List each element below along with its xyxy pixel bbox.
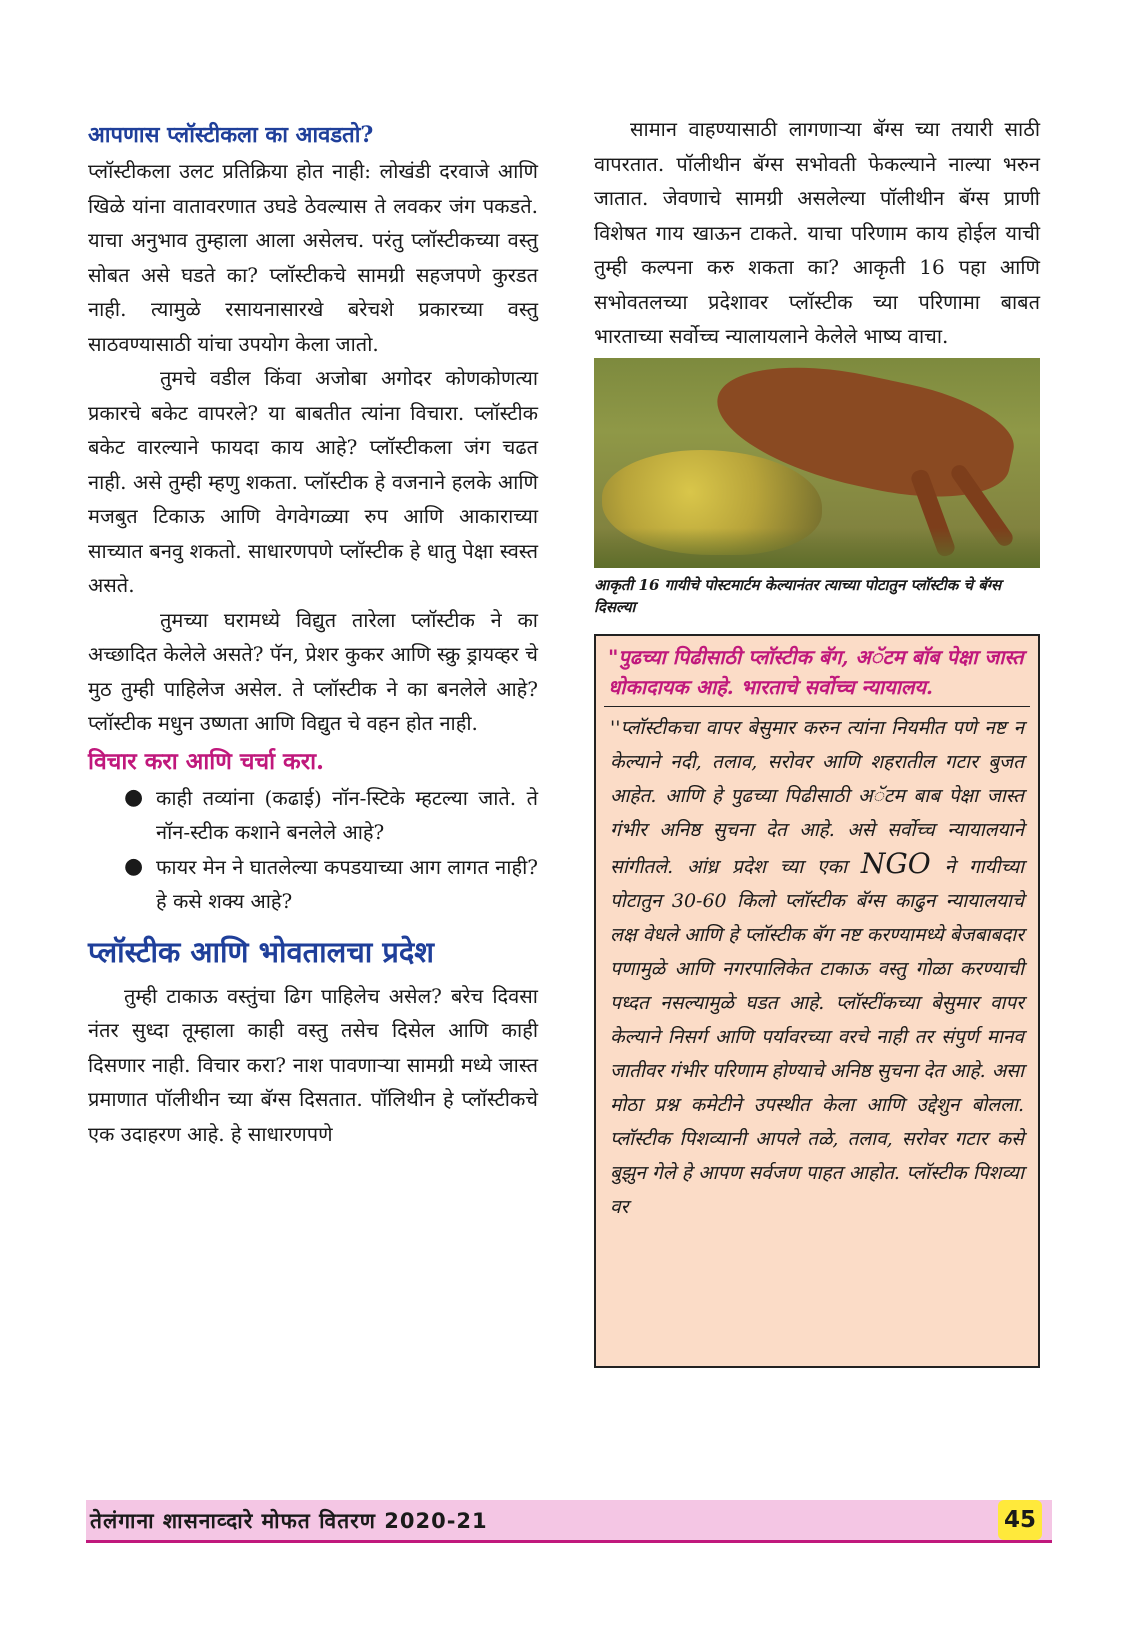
grass-ground	[594, 528, 1040, 568]
paragraph-waste-heap: तुम्ही टाकाऊ वस्तुंचा ढिग पाहिलेच असेल? बरेच दिवसा नंतर सुध्दा तूम्हाला काही वस्तु तसेच दिसेल आणि काही दिसणार नाही. विचार करा? नाश पावणाऱ्या सामग्री मध्ये जास्त प्रमाणात पॉलीथीन च्या बॅग्स दिसतात. पॉलिथीन हे प्लॉस्टीकचे एक उदाहरण आहे. हे साधारणपणे	[88, 983, 538, 1146]
list-item	[124, 850, 538, 919]
heading-think-discuss: विचार करा आणि चर्चा करा.	[88, 747, 325, 775]
footer-text: तेलंगाना शासनाव्दारे मोफत वितरण 2020-21	[90, 1509, 488, 1533]
paragraph-buckets: तुमचे वडील किंवा अजोबा अगोदर कोणकोणत्या प्रकारचे बकेट वापरले? या बाबतीत त्यांना विचारा. प्लॉस्टीक बकेट वारल्याने फायदा काय आहे? प्लॉस्टीकला जंग चढत नाही. असे तुम्ही म्हणु शकता. प्लॉस्टीक हे वजनाने हलके आणि मजबुत टिकाऊ आणि वेगवेगळ्या रुप आणि आकाराच्या साच्यात बनवु शकतो. साधारणपणे प्लॉस्टीक हे धातु पेक्षा स्वस्त असते.	[88, 366, 538, 597]
figure-16-photo	[594, 358, 1040, 568]
paragraph-polythene-bags: सामान वाहण्यासाठी लागणाऱ्या बॅग्स च्या तयारी साठी वापरतात. पॉलीथीन बॅग्स सभोवती फेकल्याने नाल्या भरुन जातात. जेवणाचे सामग्री असलेल्या पॉलीथीन बॅग्स प्राणी विशेषत गाय खाऊन टाकते. याचा परिणाम काय होईल याची तुम्ही कल्पना करु शकता का? आकृती 16 पहा आणि सभोवतलच्या प्रदेशावर प्लॉस्टीक च्या परिणामा बाबत भारताच्या सर्वोच्च न्यालायलाने केलेले भाष्य वाचा.	[594, 117, 1040, 348]
heading-why-like-plastic: आपणास प्लॉस्टीकला का आवडतो?	[88, 122, 374, 148]
quote-title: "पुढच्या पिढीसाठी प्लॉस्टीक बॅग, अॅटम बॉब पेक्षा जास्त धोकादायक आहे. भारताचे सर्वोच्च न्यायालय.	[604, 642, 1030, 707]
quote-text-part2: ने गायीच्या पोटातुन 30-60 किलो प्लॉस्टीक बॅग्स काढुन न्यायालयाचे लक्ष वेधले आणि हे प्लॉस्टीक बॅग नष्ट करण्यामध्ये बेजबाबदार पणामुळे आणि नगरपालिकेत टाकाऊ वस्तु गोळा करण्याची पध्दत नसल्यामुळे घडत आहे. प्लॉस्टींकच्या बेसुमार वापर केल्याने निसर्ग आणि पर्यावरच्या वरचे नाही तर संपुर्ण मानव जातीवर गंभीर परिणाम होण्याचे अनिष्ठ सुचना देत आहे. असा मोठा प्रश्न कमेटीने उपस्थीत केला आणि उद्देशुन बोलला. प्लॉस्टीक पिशव्यानी आपले तळे, तलाव, सरोवर गटार कसे बुझुन गेले हे आपण सर्वजण पाहत आहोत. प्लॉस्टीक पिशव्या वर	[610, 855, 1025, 1218]
page-number: 45	[998, 1500, 1042, 1540]
right-column	[594, 112, 1040, 1368]
quote-text-part1: ''प्लॉस्टीकचा वापर बेसुमार करुन त्यांना नियमीत पणे नष्ट न केल्याने नदी, तलाव, सरोवर आणि शहरातील गटार बुजत आहेत. आणि हे पुढच्या पिढीसाठी अॅटम बाब पेक्षा जास्त गंभीर अनिष्ठ सुचना देत आहे. असे सर्वोच्च न्यायालयाने सांगीतले. आंध्र प्रदेश च्या एका	[610, 716, 1024, 878]
paragraph-electric-wires: तुमच्या घरामध्ये विद्युत तारेला प्लॉस्टीक ने का अच्छादित केलेले असते? पॅन, प्रेशर कुकर आणि स्क्रु ड्रायव्हर चे मुठ तुम्ही पाहिलेज असेल. ते प्लॉस्टीक ने का बनलेले आहे? प्लॉस्टीक मधुन उष्णता आणि विद्युत चे वहन होत नाही.	[88, 607, 538, 735]
list-item	[124, 781, 538, 850]
heading-plastic-environment: प्लॉस्टीक आणि भोवतालचा प्रदेश	[88, 934, 434, 969]
quote-body	[604, 707, 1030, 1228]
left-column	[88, 112, 538, 1151]
supreme-court-quote-box	[594, 634, 1040, 1368]
list-item-text: फायर मेन ने घातलेल्या कपडयाच्या आग लागत नाही? हे कसे शक्य आहे?	[156, 854, 538, 913]
bullet-icon: ●	[124, 784, 144, 810]
discussion-list	[88, 781, 538, 919]
paragraph-no-reaction: प्लॉस्टीकला उलट प्रतिक्रिया होत नाही: लोखंडी दरवाजे आणि खिळे यांना वातावरणात उघडे ठेवल्यास ते लवकर जंग पकडते. याचा अनुभाव तुम्हाला आला असेलच. परंतु प्लॉस्टीकच्या वस्तु सोबत असे घडते का? प्लॉस्टीकचे सामग्री सहजपणे कुरडत नाही. त्यामुळे रसायनासारखे बरेचशे प्रकारच्या वस्तु साठवण्यासाठी यांचा उपयोग केला जातो.	[88, 159, 538, 356]
bullet-icon: ●	[124, 853, 144, 879]
list-item-text: काही तव्यांना (कढाई) नॉन-स्टिके म्हटल्या जाते. ते नॉन-स्टीक कशाने बनलेले आहे?	[156, 785, 538, 844]
quote-ngo: NGO	[860, 846, 931, 880]
figure-caption: आकृती 16 गायीचे पोस्टमार्टम केल्यानंतर त्याच्या पोटातुन प्लॉस्टीक चे बॅग्स दिसल्या	[594, 575, 1002, 616]
